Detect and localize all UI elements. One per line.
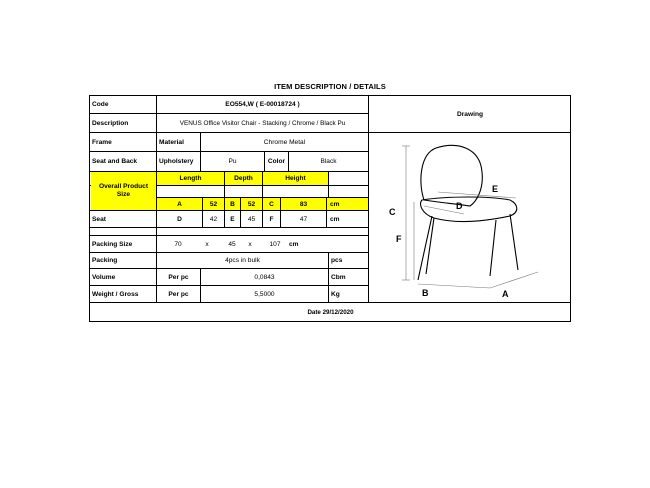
packing-unit: pcs <box>331 257 343 264</box>
packing-label: Packing <box>92 257 118 264</box>
weight-value: 5,5000 <box>254 290 275 298</box>
height-header: Height <box>263 172 328 185</box>
volume-label: Volume <box>92 273 116 281</box>
dim-f-key: F <box>269 215 274 223</box>
code-value: EO554,W ( E-00018724 ) <box>225 101 300 108</box>
chair-drawing <box>378 142 548 312</box>
seat-unit: cm <box>330 215 340 223</box>
packing-height: 107 <box>269 240 281 248</box>
weight-unit: Kg <box>331 290 340 298</box>
dim-e-key: E <box>230 215 235 223</box>
packing-x-2: x <box>248 240 252 248</box>
dim-b-key: B <box>225 198 240 210</box>
dim-a-key: A <box>157 198 202 210</box>
dim-letter-d: D <box>456 201 463 211</box>
row-line <box>368 132 571 133</box>
description-value: VENUS Office Visitor Chair - Stacking / Chrome / Black Pu <box>179 119 346 127</box>
seat-back-value: Pu <box>228 158 237 165</box>
drawing-label: Drawing <box>456 110 483 118</box>
dim-c-value: 83 <box>281 198 326 210</box>
dim-letter-f: F <box>396 234 402 244</box>
dim-d-value: 42 <box>209 215 218 223</box>
seat-back-sublabel: Upholstery <box>159 158 194 165</box>
date-footer: Date 29/12/2020 <box>307 308 354 316</box>
row-line <box>90 227 368 228</box>
seat-label: Seat <box>92 215 106 223</box>
frame-value: Chrome Metal <box>263 138 306 146</box>
column-line <box>328 171 329 197</box>
depth-header: Depth <box>225 172 262 185</box>
dim-letter-a: A <box>502 289 509 299</box>
seat-shape <box>421 197 517 222</box>
volume-per: Per pc <box>168 273 189 281</box>
description-label: Description <box>92 119 129 127</box>
leg-back-right <box>510 214 518 270</box>
packing-value: 4pcs in bulk <box>225 257 260 264</box>
dim-a-value: 52 <box>203 198 224 210</box>
packing-size-unit: cm <box>289 240 299 248</box>
code-label: Code <box>92 101 109 108</box>
dim-d-key: D <box>177 215 182 223</box>
document-title: ITEM DESCRIPTION / DETAILS <box>274 82 386 91</box>
dim-e-value: 45 <box>247 215 256 223</box>
dim-letter-e: E <box>492 184 499 194</box>
packing-x-1: x <box>205 240 209 248</box>
leg-front-right <box>490 220 496 276</box>
column-line <box>328 252 329 302</box>
packing-size-label: Packing Size <box>92 240 133 248</box>
dim-c-key: C <box>263 198 280 210</box>
overall-size-label: Overall Product Size <box>91 172 156 210</box>
overall-unit: cm <box>327 198 368 210</box>
seat-back-label: Seat and Back <box>92 158 138 165</box>
dim-b-value: 52 <box>241 198 262 210</box>
color-value: Black <box>320 158 337 165</box>
length-header: Length <box>157 172 224 185</box>
frame-sublabel: Material <box>159 138 184 146</box>
volume-unit: Cbm <box>331 273 346 281</box>
frame-label: Frame <box>92 138 112 146</box>
weight-label: Weight / Gross <box>92 290 139 298</box>
packing-length: 70 <box>174 240 182 248</box>
dim-f-value: 47 <box>299 215 308 223</box>
volume-value: 0,0843 <box>254 273 275 281</box>
dim-letter-c: C <box>389 207 396 217</box>
weight-per: Per pc <box>168 290 189 298</box>
packing-width: 45 <box>228 240 236 248</box>
dim-letter-b: B <box>422 288 429 298</box>
color-label: Color <box>267 158 286 165</box>
